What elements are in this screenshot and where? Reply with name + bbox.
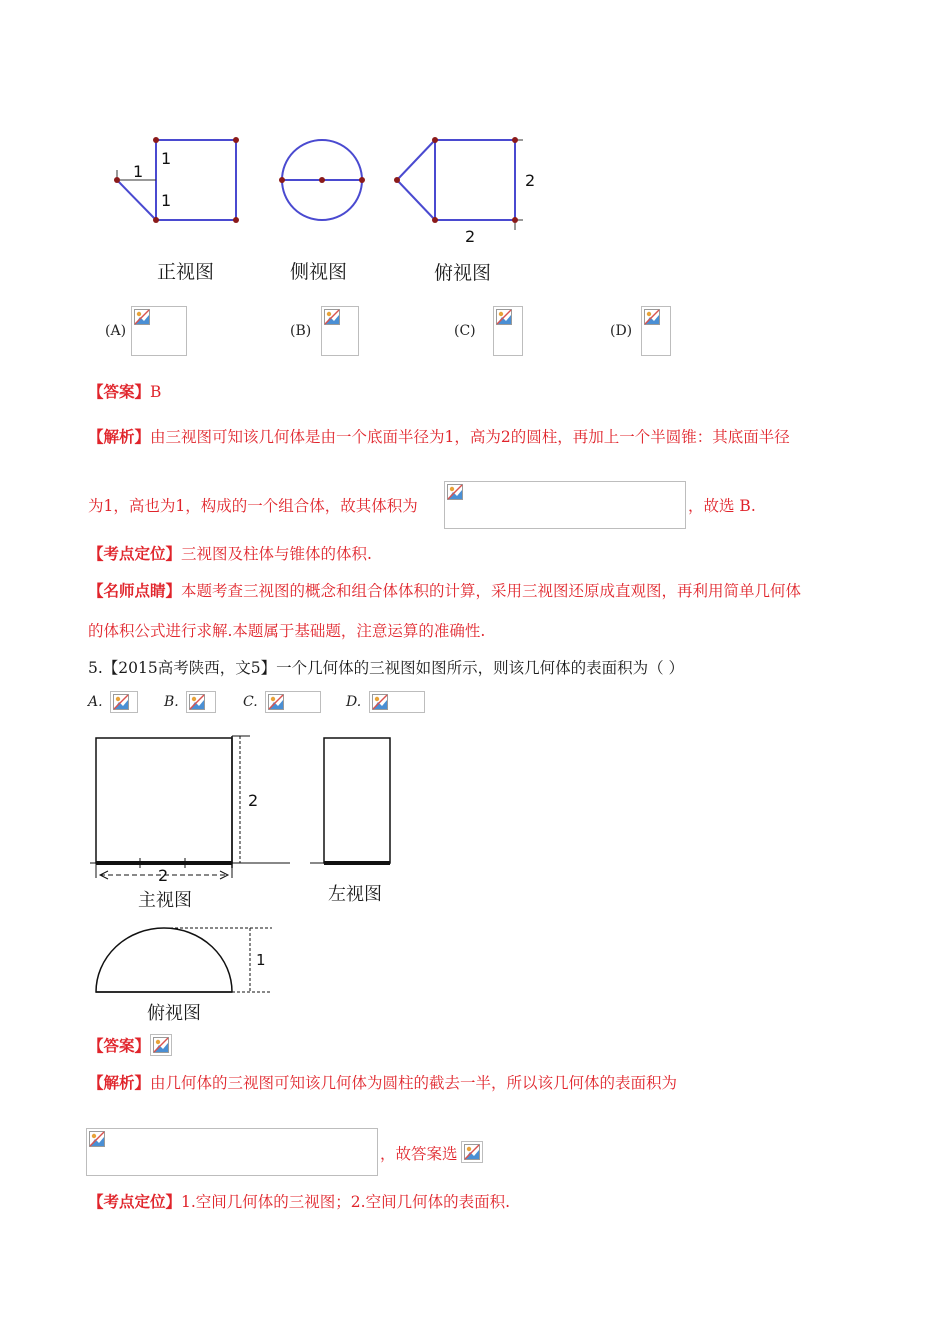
q5-option-b-label: B. — [164, 694, 179, 710]
q5-kaodian-tag: 【考点定位】 — [88, 1193, 182, 1211]
broken-image-icon — [644, 309, 660, 325]
q5-analysis-tag: 【解析】 — [88, 1074, 151, 1092]
broken-image-icon — [372, 694, 388, 710]
q4-option-b-label: (B) — [290, 323, 312, 339]
broken-image-icon — [113, 694, 129, 710]
q4-option-d-label: (D) — [610, 323, 633, 339]
q4-option-a-label: (A) — [105, 323, 127, 339]
broken-image-icon — [324, 309, 340, 325]
broken-image-icon — [89, 1131, 105, 1147]
q4-mingshi-text1: 本题考查三视图的概念和组合体体积的计算，采用三视图还原成直观图，再利用简单几何体 — [181, 582, 802, 600]
q4-top-view — [397, 140, 523, 230]
q4-answer-line — [88, 382, 161, 402]
q4-analysis-line1 — [88, 427, 790, 447]
q4-kaodian-tag: 【考点定位】 — [88, 545, 182, 563]
q4-answer-value: B — [150, 383, 162, 401]
q5-option-c-image — [265, 691, 321, 713]
broken-image-icon — [447, 484, 463, 500]
q4-front-view-label: 正视图 — [157, 261, 215, 283]
broken-image-icon — [189, 694, 205, 710]
q4-top-dim-height: 2 — [525, 171, 536, 190]
q5-analysis-line2-b: ，故答案选 — [380, 1145, 458, 1163]
q4-mingshi-line1 — [88, 581, 801, 601]
q5-kaodian-line — [88, 1192, 510, 1212]
q4-analysis-tag: 【解析】 — [88, 428, 151, 446]
q5-left-view-label: 左视图 — [328, 884, 382, 905]
q4-mingshi-tag: 【名师点睛】 — [88, 582, 182, 600]
q5-three-view-figure — [80, 728, 420, 1028]
q5-kaodian-text: 1.空间几何体的三视图；2.空间几何体的表面积. — [181, 1193, 511, 1211]
q4-kaodian-text: 三视图及柱体与锥体的体积. — [181, 545, 372, 563]
q5-option-d-label: D. — [346, 694, 362, 710]
q5-option-b-image — [186, 691, 216, 713]
q5-top-view-label: 俯视图 — [147, 1003, 201, 1024]
q4-option-c-image — [493, 306, 523, 356]
broken-image-icon — [153, 1037, 169, 1053]
q5-front-view — [90, 736, 290, 879]
q4-side-view — [279, 140, 365, 220]
q4-option-c-label: (C) — [454, 323, 476, 339]
broken-image-icon — [496, 309, 512, 325]
q5-front-height-label: 2 — [248, 791, 259, 810]
q5-option-d-image — [369, 691, 425, 713]
q5-stem: 5.【2015高考陕西，文5】一个几何体的三视图如图所示，则该几何体的表面积为（ ） — [88, 659, 685, 677]
q5-top-height-label: 1 — [256, 951, 266, 969]
q4-volume-formula-image — [444, 481, 686, 529]
q5-option-a-label: A. — [88, 694, 103, 710]
q4-option-d-image — [641, 306, 671, 356]
q4-option-a-image — [131, 306, 187, 356]
q4-front-dim-left: 1 — [133, 162, 144, 181]
q4-option-b-image — [321, 306, 359, 356]
broken-image-icon — [268, 694, 284, 710]
q4-analysis-line2-a: 为1，高也为1，构成的一个组合体，故其体积为 — [88, 497, 418, 515]
q4-answer-tag: 【答案】 — [88, 383, 151, 401]
q4-top-view-label: 俯视图 — [434, 262, 492, 284]
q5-analysis-line1 — [88, 1073, 677, 1093]
q5-answer-image — [150, 1034, 172, 1056]
q5-option-a-image — [110, 691, 138, 713]
q5-answer-line — [88, 1036, 150, 1056]
q5-final-answer-image — [461, 1141, 483, 1163]
q4-mingshi-line2: 的体积公式进行求解.本题属于基础题，注意运算的准确性. — [88, 622, 486, 640]
q4-analysis-text1: 由三视图可知该几何体是由一个底面半径为1，高为2的圆柱，再加上一个半圆锥：其底面半径 — [150, 428, 790, 446]
q5-front-view-label: 主视图 — [138, 890, 192, 911]
q5-surface-formula-image — [86, 1128, 378, 1176]
q5-option-c-label: C. — [243, 694, 258, 710]
q4-top-dim-width: 2 — [465, 227, 476, 246]
broken-image-icon — [464, 1144, 480, 1160]
q4-kaodian-line — [88, 544, 372, 564]
q4-front-dim-bottom: 1 — [161, 191, 172, 210]
q5-answer-tag: 【答案】 — [88, 1037, 151, 1055]
q5-analysis-text1: 由几何体的三视图可知该几何体为圆柱的截去一半，所以该几何体的表面积为 — [150, 1074, 678, 1092]
q5-front-width-label: 2 — [158, 866, 169, 885]
q5-top-view — [96, 928, 272, 992]
q4-front-dim-top: 1 — [161, 149, 172, 168]
q5-left-view — [270, 738, 390, 863]
q4-analysis-line2-b: ，故选 B. — [688, 497, 756, 515]
q4-side-view-label: 侧视图 — [290, 261, 348, 283]
broken-image-icon — [134, 309, 150, 325]
